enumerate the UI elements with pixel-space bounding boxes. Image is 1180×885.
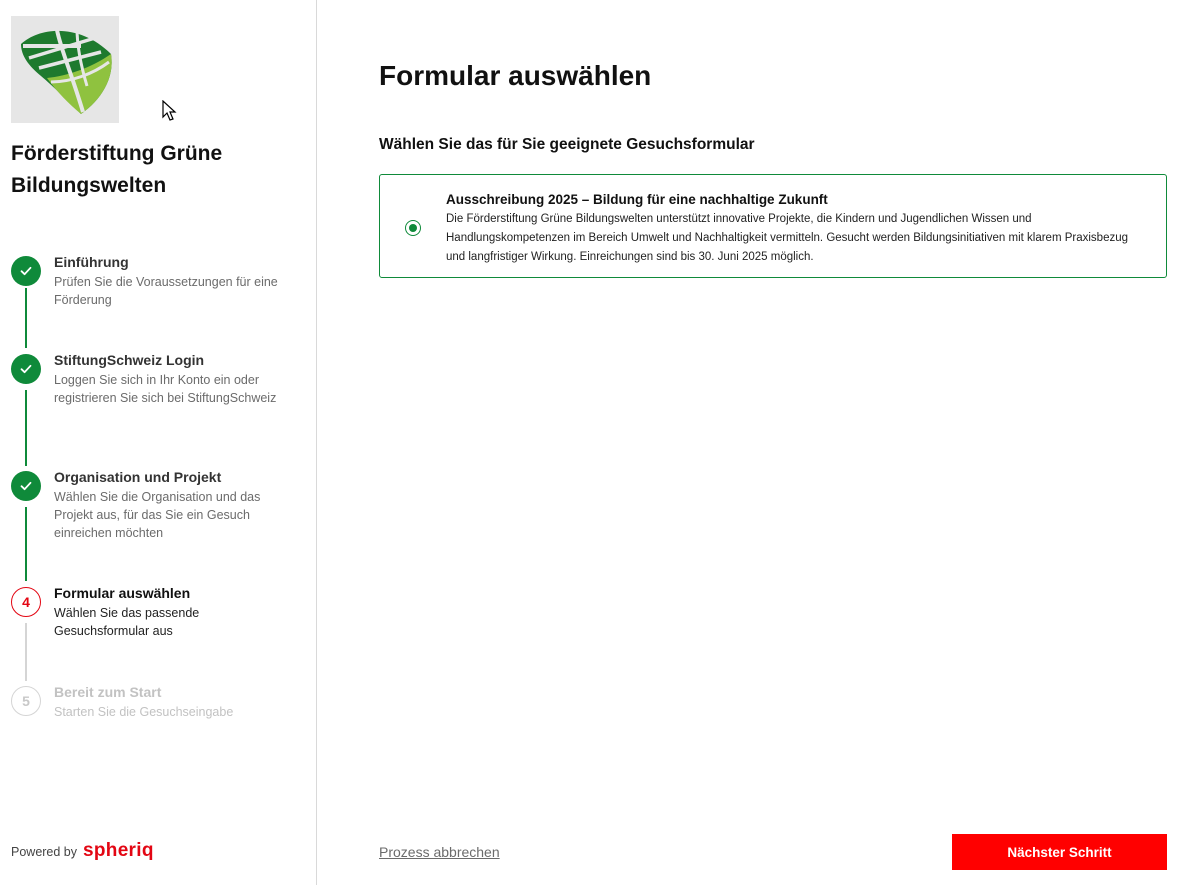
radio-selected-icon[interactable] [405, 220, 421, 236]
step-check-icon [11, 354, 41, 384]
leaf-logo-icon [11, 16, 119, 123]
next-step-button[interactable]: Nächster Schritt [952, 834, 1167, 870]
main-content [317, 0, 1180, 885]
step-description: Loggen Sie sich in Ihr Konto ein oder registrieren Sie sich bei StiftungSchweiz [54, 373, 277, 405]
section-heading: Wählen Sie das für Sie geeignete Gesuchsformular [379, 136, 755, 153]
step-title: StiftungSchweiz Login [54, 352, 205, 368]
step-title: Bereit zum Start [54, 684, 162, 700]
step-connector [25, 288, 27, 348]
step-check-icon [11, 256, 41, 286]
step-title: Einführung [54, 254, 129, 270]
mouse-cursor-icon [162, 100, 178, 122]
foundation-logo [11, 16, 119, 123]
powered-by-label: Powered by [11, 845, 78, 859]
step-connector [25, 390, 27, 466]
step-description: Wählen Sie das passende Gesuchsformular aus [54, 606, 200, 638]
step-number-badge: 5 [11, 686, 41, 716]
spheriq-logo[interactable]: spheriq [83, 840, 154, 861]
step-check-icon [11, 471, 41, 501]
form-option-title: Ausschreibung 2025 – Bildung für eine nachhaltige Zukunft [446, 192, 828, 207]
step-description: Prüfen Sie die Voraussetzungen für eine Förderung [54, 275, 278, 307]
step-number-badge: 4 [11, 587, 41, 617]
cancel-process-link[interactable]: Prozess abbrechen [379, 844, 500, 860]
form-option-card[interactable] [379, 174, 1167, 278]
form-option-description: Die Förderstiftung Grüne Bildungswelten unterstützt innovative Projekte, die Kindern und Jugendlichen Wissen und Handlungskompetenzen im Bereich Umwelt und Nachhaltigkeit vermitteln. Gesucht werden Bildungsinitiativen mit klarem Praxisbezug und langfristiger Wirkung. Einreichungen sind bis 30. Juni 2025 möglich. [446, 213, 1129, 263]
organization-name: Förderstiftung Grüne Bildungswelten [11, 142, 223, 197]
page-title: Formular auswählen [379, 60, 652, 91]
step-connector [25, 507, 27, 581]
step-description: Wählen Sie die Organisation und das Projekt aus, für das Sie ein Gesuch einreichen möchten [54, 490, 261, 540]
powered-by [11, 840, 154, 862]
step-title: Organisation und Projekt [54, 469, 222, 485]
sidebar [0, 0, 317, 885]
radio-dot [409, 224, 417, 232]
step-connector [25, 623, 27, 681]
step-title: Formular auswählen [54, 585, 191, 601]
step-description: Starten Sie die Gesuchseingabe [54, 705, 234, 719]
